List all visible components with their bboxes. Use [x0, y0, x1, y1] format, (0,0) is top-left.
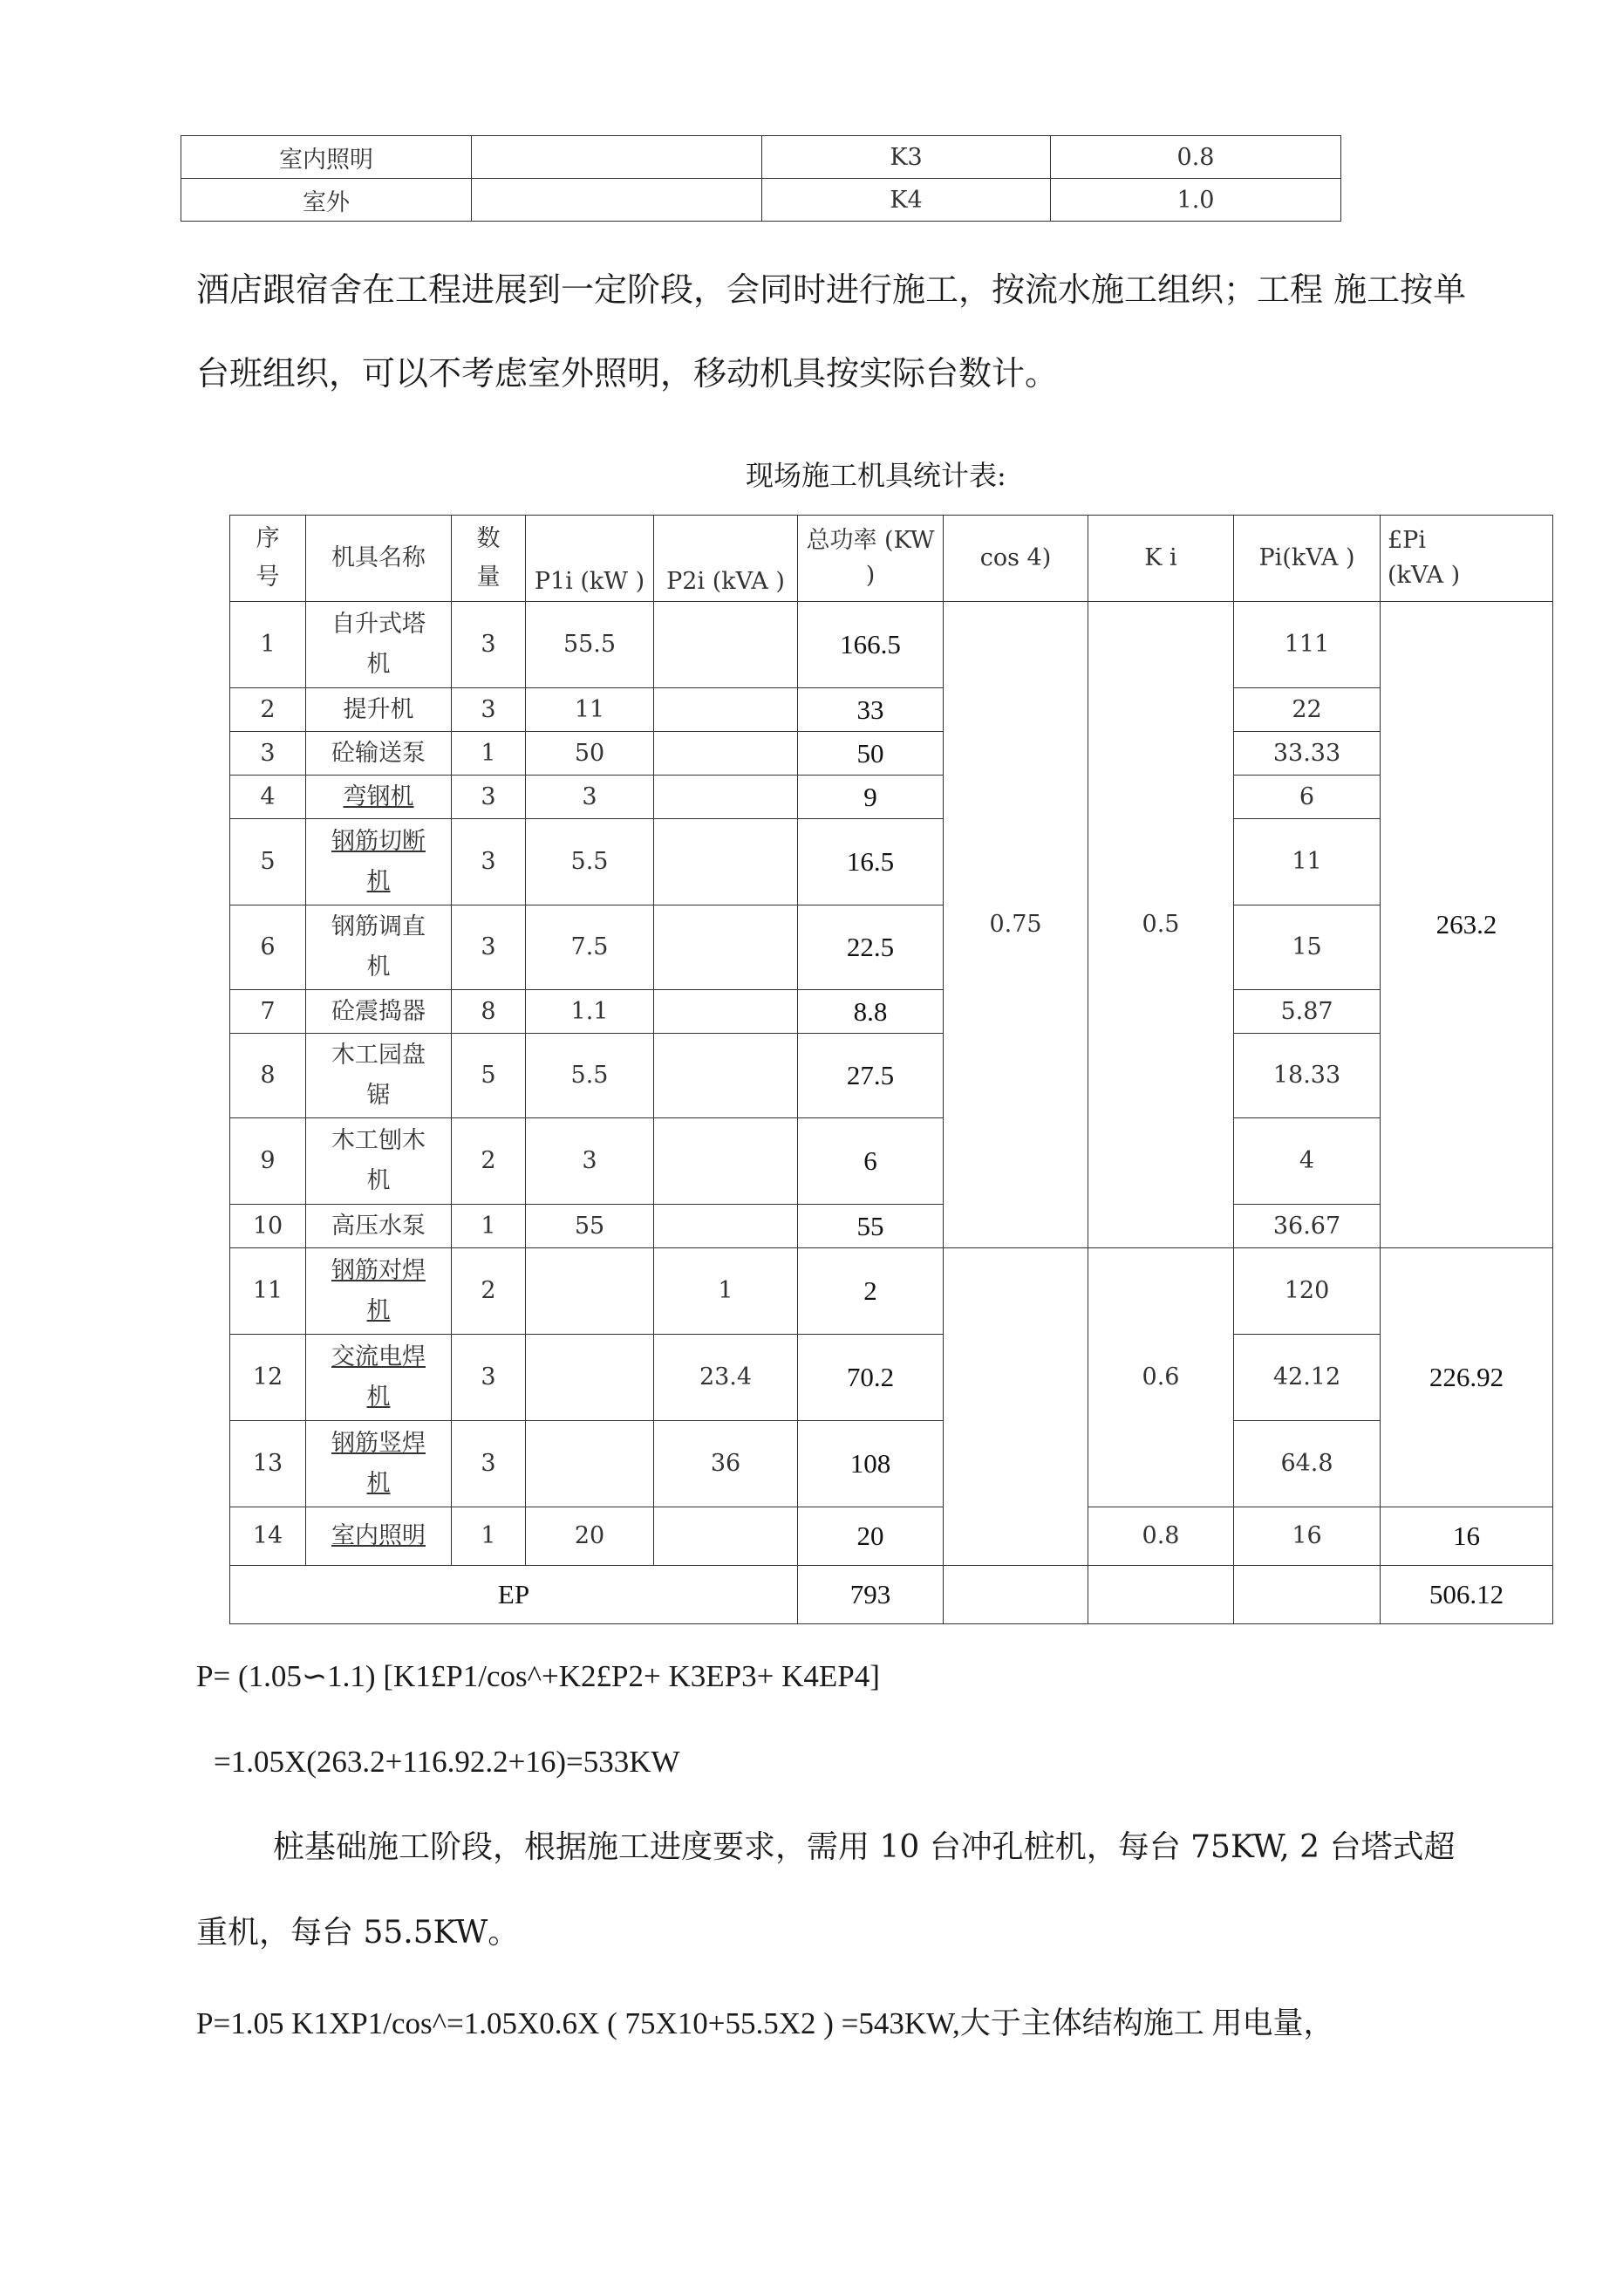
p1-value: 55: [526, 1205, 654, 1248]
total-power: 55: [798, 1205, 944, 1248]
header-name: 机具名称: [306, 516, 452, 602]
header-sum: £Pi (kVA ): [1381, 516, 1553, 602]
equipment-name: [306, 905, 452, 990]
total-row: [230, 1566, 1553, 1624]
equipment-name-text: 砼输送泵: [331, 739, 426, 767]
quantity: 8: [452, 990, 526, 1034]
p2-value: 23.4: [654, 1335, 798, 1421]
row-number: 14: [230, 1507, 306, 1566]
total-power: 2: [798, 1248, 944, 1335]
equipment-name: [306, 819, 452, 905]
sum-merged: 226.92: [1381, 1248, 1553, 1507]
header-pi: Pi(kVA ): [1234, 516, 1381, 602]
sum-merged: 263.2: [1381, 602, 1553, 1248]
table-row: [230, 732, 1553, 776]
quantity: 2: [452, 1248, 526, 1335]
equipment-name: [306, 602, 452, 688]
formula-line: P= (1.05∽1.1) [K1£P1/cos^+K2£P2+ K3EP3+ K4EP4]: [196, 1659, 880, 1693]
table-row: [230, 990, 1553, 1034]
table-row: [230, 1335, 1553, 1421]
p1-value: [526, 1421, 654, 1507]
p1-value: 50: [526, 732, 654, 776]
equipment-name: [306, 1205, 452, 1248]
quantity: 5: [452, 1034, 526, 1118]
paragraph-line: 桩基础施工阶段，根据施工进度要求，需用 10 台冲孔桩机，每台 75KW, 2 台塔式超: [273, 1829, 1456, 1865]
table-cell: [472, 179, 762, 222]
total-power: 6: [798, 1118, 944, 1205]
total-power: 9: [798, 776, 944, 819]
equipment-name-text: 砼震捣器: [331, 997, 426, 1025]
row-number: 5: [230, 819, 306, 905]
p1-value: 5.5: [526, 1034, 654, 1118]
equipment-name: [306, 1034, 452, 1118]
p2-value: [654, 732, 798, 776]
k-value: 0.8: [1088, 1507, 1234, 1566]
equipment-name: [306, 1118, 452, 1205]
p1-value: [526, 1248, 654, 1335]
table-row: [230, 688, 1553, 732]
total-label: EP: [230, 1566, 798, 1624]
header-total: 总功率 (KW ): [798, 516, 944, 602]
table-cell: 室内照明: [181, 136, 472, 179]
equipment-name: [306, 1421, 452, 1507]
total-k-empty: [1088, 1566, 1234, 1624]
pi-value: 36.67: [1234, 1205, 1381, 1248]
cos-merged-empty: [944, 1248, 1088, 1566]
pi-value: 64.8: [1234, 1421, 1381, 1507]
total-power: 20: [798, 1507, 944, 1566]
quantity: 1: [452, 1205, 526, 1248]
quantity: 3: [452, 776, 526, 819]
header-p2: P2i (kVA ): [654, 516, 798, 602]
p2-value: [654, 602, 798, 688]
k-merged: 0.6: [1088, 1248, 1234, 1507]
row-number: 8: [230, 1034, 306, 1118]
equipment-name-text: 提升机: [343, 695, 414, 723]
total-power: 16.5: [798, 819, 944, 905]
table-row: [230, 905, 1553, 990]
p1-value: [526, 1335, 654, 1421]
p1-value: 1.1: [526, 990, 654, 1034]
equipment-name-text: 钢筋对焊 机: [331, 1257, 426, 1324]
row-number: 6: [230, 905, 306, 990]
p1-value: 7.5: [526, 905, 654, 990]
equipment-name: [306, 1335, 452, 1421]
table-row: [230, 1118, 1553, 1205]
row-number: 4: [230, 776, 306, 819]
total-power: 33: [798, 688, 944, 732]
equipment-name-text: 交流电焊 机: [331, 1343, 426, 1411]
paragraph-line: 台班组织，可以不考虑室外照明，移动机具按实际台数计。: [196, 354, 1059, 393]
pi-value: 22: [1234, 688, 1381, 732]
equipment-table: [229, 515, 1553, 1624]
equipment-name-text: 高压水泵: [331, 1212, 426, 1240]
table-row: [230, 602, 1553, 688]
p2-value: [654, 990, 798, 1034]
p2-value: [654, 905, 798, 990]
pi-value: 18.33: [1234, 1034, 1381, 1118]
p2-value: [654, 1205, 798, 1248]
p2-value: [654, 1118, 798, 1205]
sum-value: 16: [1381, 1507, 1553, 1566]
p2-value: [654, 688, 798, 732]
quantity: 2: [452, 1118, 526, 1205]
row-number: 12: [230, 1335, 306, 1421]
pi-value: 120: [1234, 1248, 1381, 1335]
quantity: 1: [452, 1507, 526, 1566]
total-power: 70.2: [798, 1335, 944, 1421]
pi-value: 16: [1234, 1507, 1381, 1566]
pi-value: 11: [1234, 819, 1381, 905]
total-sum: 506.12: [1381, 1566, 1553, 1624]
row-number: 3: [230, 732, 306, 776]
p1-value: 3: [526, 776, 654, 819]
row-number: 9: [230, 1118, 306, 1205]
equipment-name-text: 弯钢机: [343, 782, 414, 810]
total-power: 27.5: [798, 1034, 944, 1118]
equipment-name-text: 木工刨木 机: [331, 1127, 426, 1194]
equipment-name: [306, 732, 452, 776]
formula-line: P=1.05 K1XP1/cos^=1.05X0.6X ( 75X10+55.5X2 ) =543KW,大于主体结构施工 用电量，: [196, 2006, 1334, 2040]
row-number: 7: [230, 990, 306, 1034]
pi-value: 4: [1234, 1118, 1381, 1205]
p2-value: [654, 1034, 798, 1118]
header-row: [230, 516, 1553, 602]
equipment-name-text: 自升式塔 机: [331, 611, 426, 678]
total-power: 22.5: [798, 905, 944, 990]
header-qty: 数 量: [452, 516, 526, 602]
quantity: 3: [452, 688, 526, 732]
table-cell: 室外: [181, 179, 472, 222]
header-seq: 序 号: [230, 516, 306, 602]
quantity: 3: [452, 602, 526, 688]
p1-value: 20: [526, 1507, 654, 1566]
table-cell: [472, 136, 762, 179]
coefficient-table: [181, 135, 1341, 222]
table-row: [230, 776, 1553, 819]
total-power: 8.8: [798, 990, 944, 1034]
header-cos: cos 4): [944, 516, 1088, 602]
total-power: 50: [798, 732, 944, 776]
p1-value: 11: [526, 688, 654, 732]
row-number: 10: [230, 1205, 306, 1248]
table-cell: K3: [762, 136, 1051, 179]
total-cos-empty: [944, 1566, 1088, 1624]
total-value: 793: [798, 1566, 944, 1624]
paragraph-line: 酒店跟宿舍在工程进展到一定阶段，会同时进行施工，按流水施工组织；工程 施工按单: [196, 270, 1467, 309]
header-p1: P1i (kW ): [526, 516, 654, 602]
table-row: [230, 1507, 1553, 1566]
table-row: [230, 1248, 1553, 1335]
equipment-name-text: 室内照明: [331, 1522, 426, 1549]
equipment-name-text: 钢筋切断 机: [331, 828, 426, 895]
row-number: 2: [230, 688, 306, 732]
equipment-name: [306, 990, 452, 1034]
quantity: 3: [452, 1421, 526, 1507]
p1-value: 3: [526, 1118, 654, 1205]
total-power: 166.5: [798, 602, 944, 688]
table-row: [181, 179, 1341, 222]
p2-value: 36: [654, 1421, 798, 1507]
p2-value: [654, 1507, 798, 1566]
table-row: [230, 1205, 1553, 1248]
table-row: [181, 136, 1341, 179]
pi-value: 33.33: [1234, 732, 1381, 776]
equipment-name-text: 钢筋竖焊 机: [331, 1430, 426, 1497]
equipment-name: [306, 1507, 452, 1566]
row-number: 11: [230, 1248, 306, 1335]
row-number: 1: [230, 602, 306, 688]
pi-value: 111: [1234, 602, 1381, 688]
table-row: [230, 1421, 1553, 1507]
equipment-name: [306, 688, 452, 732]
quantity: 3: [452, 819, 526, 905]
table-caption: 现场施工机具统计表:: [746, 459, 1006, 492]
total-power: 108: [798, 1421, 944, 1507]
formula-line: =1.05X(263.2+116.92.2+16)=533KW: [214, 1745, 680, 1779]
p1-value: 55.5: [526, 602, 654, 688]
pi-value: 42.12: [1234, 1335, 1381, 1421]
table-row: [230, 1034, 1553, 1118]
p2-value: [654, 776, 798, 819]
p2-value: [654, 819, 798, 905]
pi-value: 5.87: [1234, 990, 1381, 1034]
quantity: 3: [452, 1335, 526, 1421]
cos-merged: 0.75: [944, 602, 1088, 1248]
table-row: [230, 819, 1553, 905]
pi-value: 6: [1234, 776, 1381, 819]
header-k: K i: [1088, 516, 1234, 602]
table-cell: 1.0: [1051, 179, 1341, 222]
table-cell: 0.8: [1051, 136, 1341, 179]
equipment-name-text: 木工园盘 锯: [331, 1042, 426, 1109]
p1-value: 5.5: [526, 819, 654, 905]
equipment-name-text: 钢筋调直 机: [331, 913, 426, 981]
row-number: 13: [230, 1421, 306, 1507]
p2-value: 1: [654, 1248, 798, 1335]
k-merged: 0.5: [1088, 602, 1234, 1248]
pi-value: 15: [1234, 905, 1381, 990]
paragraph-line: 重机，每台 55.5KW。: [196, 1915, 520, 1951]
total-pi-empty: [1234, 1566, 1381, 1624]
table-cell: K4: [762, 179, 1051, 222]
equipment-name: [306, 1248, 452, 1335]
equipment-name: [306, 776, 452, 819]
quantity: 1: [452, 732, 526, 776]
quantity: 3: [452, 905, 526, 990]
